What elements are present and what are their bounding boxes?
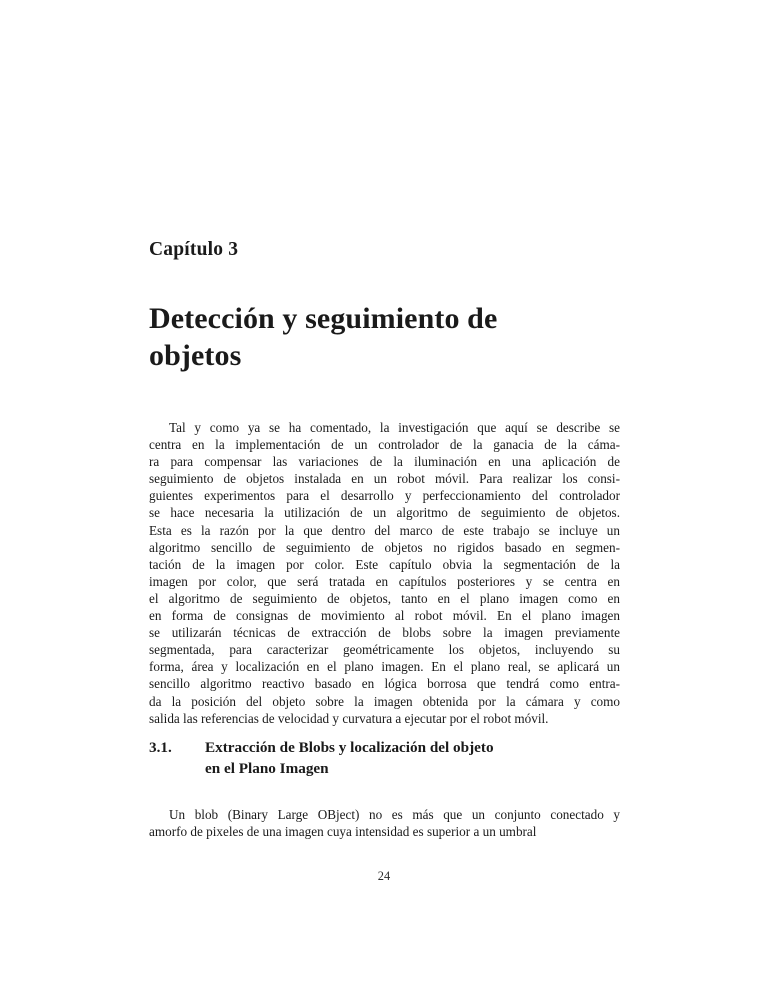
paragraph-line: centra en la implementación de un controlador de la ganacia de la cáma-: [149, 437, 620, 453]
paragraph-line: Esta es la razón por la que dentro del marco de este trabajo se incluye un: [149, 522, 620, 538]
blob-paragraph: [149, 806, 620, 840]
paragraph-line: guientes experimentos para el desarrollo y perfeccionamiento del controlador: [149, 488, 620, 504]
paragraph-line: forma, área y localización en el plano imagen. En el plano real, se aplicará un: [149, 659, 620, 675]
chapter-title-line: objetos: [149, 339, 242, 372]
section-heading: [149, 738, 620, 779]
paragraph-line: ra para compensar las variaciones de la iluminación en una aplicación de: [149, 454, 620, 470]
paragraph-line: en forma de consignas de movimiento al robot móvil. En el plano imagen: [149, 608, 620, 624]
paragraph-line: se utilizarán técnicas de extracción de blobs sobre la imagen previamente: [149, 625, 620, 641]
chapter-title: [149, 300, 620, 374]
paragraph-line: el algoritmo de seguimiento de objetos, tanto en el plano imagen como en: [149, 590, 620, 606]
paragraph-line: se hace necesaria la utilización de un algoritmo de seguimiento de objetos.: [149, 505, 620, 521]
paragraph-line: seguimiento de objetos instalada en un robot móvil. Para realizar los consi-: [149, 471, 620, 487]
paragraph-line: algoritmo sencillo de seguimiento de objetos no rigidos basado en segmen-: [149, 539, 620, 555]
paragraph-line: tación de la imagen por color. Este capítulo obvia la segmentación de la: [149, 556, 620, 572]
paragraph-line: Un blob (Binary Large OBject) no es más que un conjunto conectado y: [169, 807, 620, 822]
section-number: 3.1.: [149, 739, 172, 756]
chapter-title-line: Detección y seguimiento de: [149, 302, 498, 335]
chapter-label: Capítulo 3: [149, 239, 239, 260]
paragraph-line: amorfo de pixeles de una imagen cuya intensidad es superior a un umbral: [149, 824, 537, 840]
section-title-line: Extracción de Blobs y localización del objeto: [205, 739, 494, 756]
paragraph-line: segmentada, para caracterizar geométricamente los objetos, incluyendo su: [149, 642, 620, 658]
section-title-line: en el Plano Imagen: [205, 759, 329, 777]
section-heading-row: [149, 738, 620, 779]
page-number: 24: [377, 869, 391, 883]
intro-paragraph: [149, 419, 620, 727]
paragraph-line: Tal y como ya se ha comentado, la investigación que aquí se describe se: [169, 420, 620, 435]
paragraph-line: sencillo algoritmo reactivo basado en lógica borrosa que tendrá como entra-: [149, 676, 620, 692]
paragraph-line: imagen por color, que será tratada en capítulos posteriores y se centra en: [149, 573, 620, 589]
paragraph-line: salida las referencias de velocidad y curvatura a ejecutar por el robot móvil.: [149, 710, 549, 726]
paragraph-line: da la posición del objeto sobre la imagen obtenida por la cámara y como: [149, 693, 620, 709]
